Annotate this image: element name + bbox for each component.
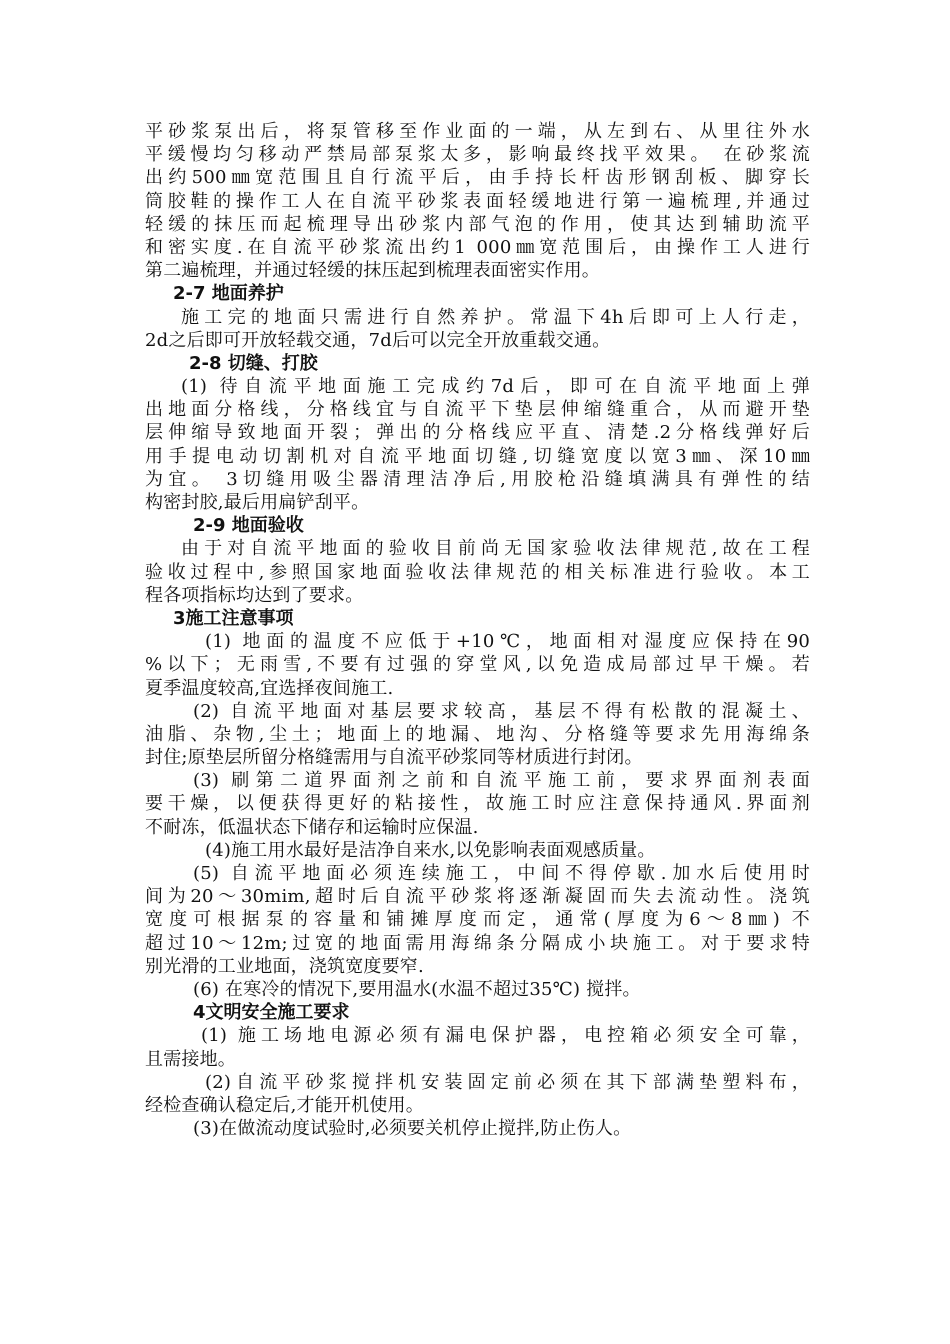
section-3-item-5: [145, 862, 810, 978]
text-line: 别光滑的工业地面，浇筑宽度要窄.: [145, 955, 424, 977]
text-line: (2) 自流平地面对基层要求较高，基层不得有松散的混凝土、: [193, 700, 810, 722]
text-line: 间为20～30mim,超时后自流平砂浆将逐渐凝固而失去流动性。浇筑: [145, 886, 810, 908]
text-line: 平缓慢均匀移动严禁局部泵浆太多，影响最终找平效果。 在砂浆流: [145, 144, 810, 166]
text-line: 超过10～12m;过宽的地面需用海绵条分隔成小块施工。对于要求特: [145, 932, 810, 954]
text-line: 由于对自流平地面的验收目前尚无国家验收法律规范,故在工程: [181, 538, 810, 560]
text-line: (3)在做流动度试验时,必须要关机停止搅拌,防止伤人。: [193, 1118, 632, 1140]
text-line: 宽度可根据泵的容量和铺摊厚度而定，通常(厚度为6～8㎜) 不: [145, 909, 810, 931]
section-2-8-paragraph: [145, 375, 810, 514]
section-3-item-6: [145, 978, 810, 1001]
section-heading-4: 4文明安全施工要求: [193, 1002, 350, 1024]
section-4-item-2: [145, 1071, 810, 1117]
section-3-item-1: [145, 630, 810, 700]
text-line: (5) 自流平地面必须连续施工，中间不得停歇.加水后使用时: [193, 863, 810, 884]
text-line: 出约500㎜宽范围且自行流平后，由手持长杆齿形钢刮板、脚穿长: [145, 167, 810, 189]
text-line: (6) 在寒冷的情况下,要用温水(水温不超过35℃) 搅拌。: [193, 978, 641, 1000]
text-line: 和密实度.在自流平砂浆流出约1 000㎜宽范围后，由操作工人进行: [145, 236, 810, 258]
text-line: 夏季温度较高,宜选择夜间施工.: [145, 677, 394, 699]
section-4-item-1: [145, 1024, 810, 1070]
section-2-9-paragraph: [145, 537, 810, 607]
text-line: %以下；无雨雪,不要有过强的穿堂风,以免造成局部过早干燥。若: [145, 654, 810, 676]
text-line: (1) 施工场地电源必须有漏电保护器，电控箱必须安全可靠，: [201, 1025, 810, 1047]
text-line: 层伸缩导致地面开裂；弹出的分格线应平直、清楚.2分格线弹好后: [145, 422, 810, 444]
section-2-7-paragraph: [145, 306, 810, 352]
text-line: (4)施工用水最好是洁净自来水,以免影响表面观感质量。: [205, 839, 656, 861]
text-line: 第二遍梳理，并通过轻缓的抹压起到梳理表面密实作用。: [145, 260, 600, 282]
text-line: 且需接地。: [145, 1048, 236, 1070]
section-3-item-3: [145, 769, 810, 839]
section-heading-2-9: 2-9 地面验收: [193, 515, 304, 537]
text-line: 经检查确认稳定后,才能开机使用。: [145, 1094, 424, 1116]
text-line: 施工完的地面只需进行自然养护。常温下4h后即可上人行走，: [181, 306, 810, 328]
text-line: 为宜。 3切缝用吸尘器清理洁净后,用胶枪沿缝填满具有弹性的结: [145, 468, 810, 490]
text-line: (3) 刷第二道界面剂之前和自流平施工前，要求界面剂表面: [193, 770, 810, 792]
text-line: 封住;原垫层所留分格缝需用与自流平砂浆同等材质进行封闭。: [145, 747, 643, 769]
text-line: (2)自流平砂浆搅拌机安装固定前必须在其下部满垫塑料布，: [205, 1071, 810, 1093]
section-3-item-2: [145, 700, 810, 770]
section-heading-2-8: 2-8 切缝、打胶: [189, 352, 318, 374]
section-heading-3: 3施工注意事项: [173, 607, 294, 629]
text-line: (1) 待自流平地面施工完成约7d后，即可在自流平地面上弹: [181, 376, 810, 398]
text-line: 平砂浆泵出后，将泵管移至作业面的一端，从左到右、从里往外水: [145, 121, 810, 142]
document-page: [145, 120, 810, 1140]
text-line: 出地面分格线，分格线宜与自流平下垫层伸缩缝重合，从而避开垫: [145, 399, 810, 421]
text-line: (1) 地面的温度不应低于+10℃，地面相对湿度应保持在90: [205, 631, 810, 653]
text-line: 2d之后即可开放轻载交通，7d后可以完全开放重载交通。: [145, 329, 611, 351]
text-line: 程各项指标均达到了要求。: [145, 584, 364, 606]
intro-paragraph: [145, 120, 810, 282]
text-line: 油脂、杂物,尘土；地面上的地漏、地沟、分格缝等要求先用海绵条: [145, 723, 810, 745]
section-3-item-4: [145, 839, 810, 862]
text-line: 不耐冻，低温状态下储存和运输时应保温.: [145, 816, 479, 838]
text-line: 轻缓的抹压而起梳理导出砂浆内部气泡的作用，使其达到辅助流平: [145, 213, 810, 235]
text-line: 用手提电动切割机对自流平地面切缝,切缝宽度以宽3㎜、深10㎜: [145, 445, 810, 467]
section-4-item-3: [145, 1117, 810, 1140]
text-line: 要干燥，以便获得更好的粘接性，故施工时应注意保持通风.界面剂: [145, 793, 810, 815]
text-line: 筒胶鞋的操作工人在自流平砂浆表面轻缓地进行第一遍梳理,并通过: [145, 190, 810, 212]
section-heading-2-7: 2-7 地面养护: [173, 283, 284, 305]
text-line: 验收过程中,参照国家地面验收法律规范的相关标准进行验收。本工: [145, 561, 810, 583]
text-line: 构密封胶,最后用扁铲刮平。: [145, 492, 370, 513]
